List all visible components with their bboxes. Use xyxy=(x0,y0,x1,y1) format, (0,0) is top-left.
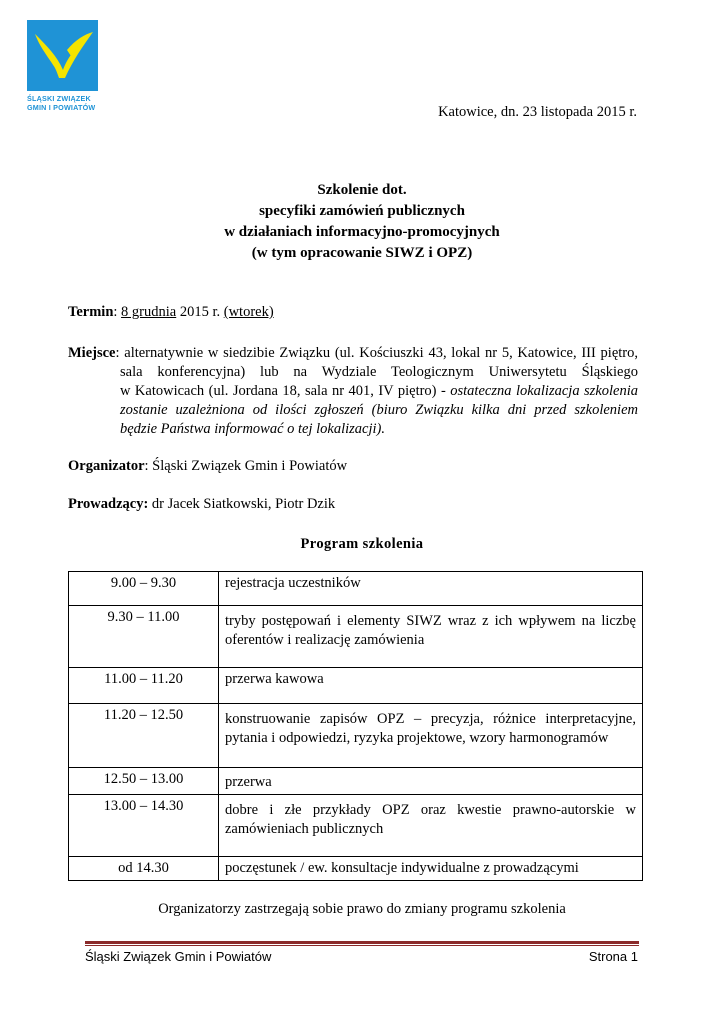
footer-rule xyxy=(85,941,639,944)
footer-page-number: Strona 1 xyxy=(588,949,638,964)
time-cell: 12.50 – 13.00 xyxy=(69,768,219,795)
termin-date: 8 grudnia xyxy=(121,304,177,320)
organizator-label: Organizator xyxy=(68,458,145,474)
miejsce-line-5: będzie Państwa informować o tej lokalizacji). xyxy=(120,421,386,437)
title-line-2: specyfiki zamówień publicznych xyxy=(259,203,465,219)
logo-text xyxy=(27,94,100,112)
table-row xyxy=(69,606,643,668)
program-title: Program szkolenia xyxy=(300,536,424,552)
miejsce-line-2: sala konferencyjna) lub na Wydziale Teologicznym Uniwersytetu Śląskiego xyxy=(120,364,638,380)
logo xyxy=(27,20,100,116)
table-row xyxy=(69,704,643,768)
document-date: Katowice, dn. 23 listopada 2015 r. xyxy=(438,104,637,120)
time-cell: 13.00 – 14.30 xyxy=(69,795,219,857)
logo-text-line2: GMIN I POWIATÓW xyxy=(27,103,96,112)
program-note: Organizatorzy zastrzegają sobie prawo do zmiany programu szkolenia xyxy=(158,901,566,917)
desc-cell: przerwa kawowa xyxy=(219,668,643,704)
organizator-row xyxy=(68,457,347,476)
title-line-3: w działaniach informacyjno-promocyjnych xyxy=(224,224,500,240)
desc-cell: dobre i złe przykłady OPZ oraz kwestie prawno-autorskie w zamówieniach publicznych xyxy=(219,795,643,857)
prowadzacy-value: dr Jacek Siatkowski, Piotr Dzik xyxy=(148,496,336,512)
table-row xyxy=(69,572,643,606)
miejsce-line-4: zostanie uzależniona od ilości zgłoszeń (biuro Związku kilka dni przed szkoleniem xyxy=(120,402,638,418)
desc-cell: tryby postępowań i elementy SIWZ wraz z ich wpływem na liczbę oferentów i realizację zamówienia xyxy=(219,606,643,668)
miejsce-text-1: : alternatywnie w siedzibie Związku (ul. Kościuszki 43, lokal nr 5, Katowice, III piętro, xyxy=(115,345,638,361)
termin-colon: : xyxy=(113,304,122,320)
miejsce-text-3: w Katowicach (ul. Jordana 18, sala nr 401, IV piętro) - xyxy=(120,383,451,399)
time-cell: 11.00 – 11.20 xyxy=(69,668,219,704)
footer-organization: Śląski Związek Gmin i Powiatów xyxy=(85,949,272,964)
termin-label: Termin xyxy=(68,304,114,320)
time-cell: od 14.30 xyxy=(69,857,219,881)
desc-cell: poczęstunek / ew. konsultacje indywidualne z prowadzącymi xyxy=(219,857,643,881)
title-line-4: (w tym opracowanie SIWZ i OPZ) xyxy=(251,245,473,261)
termin-day: (wtorek) xyxy=(223,304,274,320)
time-cell: 11.20 – 12.50 xyxy=(69,704,219,768)
desc-cell: przerwa xyxy=(219,768,643,795)
prowadzacy-label: Prowadzący: xyxy=(68,496,149,512)
desc-cell: rejestracja uczestników xyxy=(219,572,643,606)
logo-wings-icon xyxy=(27,20,98,91)
miejsce-line-3 xyxy=(68,382,638,401)
miejsce-italic-3: ostateczna lokalizacja szkolenia xyxy=(450,383,638,399)
title-line-1: Szkolenie dot. xyxy=(317,182,407,198)
footer-rule-thin xyxy=(85,945,639,946)
logo-emblem xyxy=(27,20,98,91)
time-cell: 9.00 – 9.30 xyxy=(69,572,219,606)
termin-year: 2015 r. xyxy=(176,304,224,320)
document-title xyxy=(0,180,724,264)
table-row xyxy=(69,857,643,881)
table-row xyxy=(69,768,643,795)
time-cell: 9.30 – 11.00 xyxy=(69,606,219,668)
miejsce-section xyxy=(68,344,638,439)
table-row xyxy=(69,795,643,857)
termin-row xyxy=(68,303,274,322)
miejsce-line-1 xyxy=(68,344,638,363)
prowadzacy-row xyxy=(68,495,335,514)
desc-cell: konstruowanie zapisów OPZ – precyzja, różnice interpretacyjne, pytania i odpowiedzi, ryzyka projektowe, wzory harmonogramów xyxy=(219,704,643,768)
miejsce-label: Miejsce xyxy=(68,345,116,361)
organizator-value: : Śląski Związek Gmin i Powiatów xyxy=(144,458,348,474)
table-row xyxy=(69,668,643,704)
schedule-table xyxy=(68,571,643,881)
logo-text-line1: ŚLĄSKI ZWIĄZEK xyxy=(27,94,91,103)
